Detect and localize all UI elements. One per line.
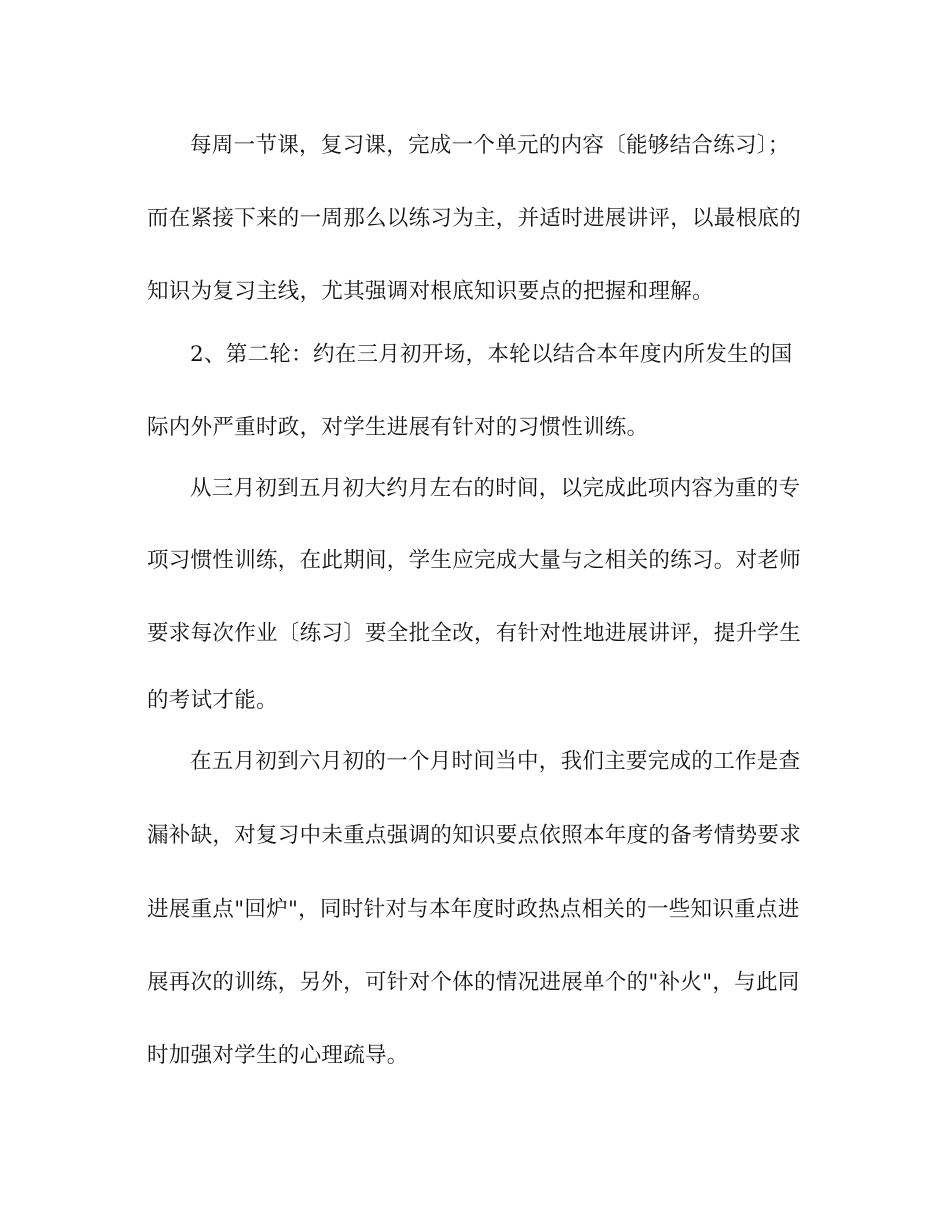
text-line: 从三月初到五月初大约月左右的时间，以完成此项内容为重的专: [190, 476, 801, 501]
text-line: 进展重点"回炉"，同时针对与本年度时政热点相关的一些知识重点进: [147, 897, 800, 922]
text-line: 漏补缺，对复习中未重点强调的知识要点依照本年度的备考情势要求: [147, 823, 802, 848]
text-line: 展再次的训练，另外，可针对个体的情况进展单个的"补火"，与此同: [147, 970, 800, 995]
text-line: 的考试才能。: [147, 688, 278, 713]
text-line: 际内外严重时政，对学生进展有针对的习惯性训练。: [147, 415, 649, 440]
text-line: 项习惯性训练，在此期间，学生应完成大量与之相关的练习。对老师: [147, 548, 802, 573]
text-line: 在五月初到六月初的一个月时间当中，我们主要完成的工作是查: [190, 749, 801, 774]
text-line: 2、第二轮：约在三月初开场，本轮以结合本年度内所发生的国: [190, 342, 793, 367]
text-line: 而在紧接下来的一周那么以练习为主，并适时进展讲评，以最根底的: [147, 206, 802, 231]
text-line: 每周一节课，复习课，完成一个单元的内容〔能够结合练习〕；: [190, 133, 790, 158]
text-line: 时加强对学生的心理疏导。: [147, 1043, 409, 1068]
text-line: 知识为复习主线，尤其强调对根底知识要点的把握和理解。: [147, 279, 714, 304]
text-line: 要求每次作业〔练习〕要全批全改，有针对性地进展讲评，提升学生: [147, 621, 802, 646]
